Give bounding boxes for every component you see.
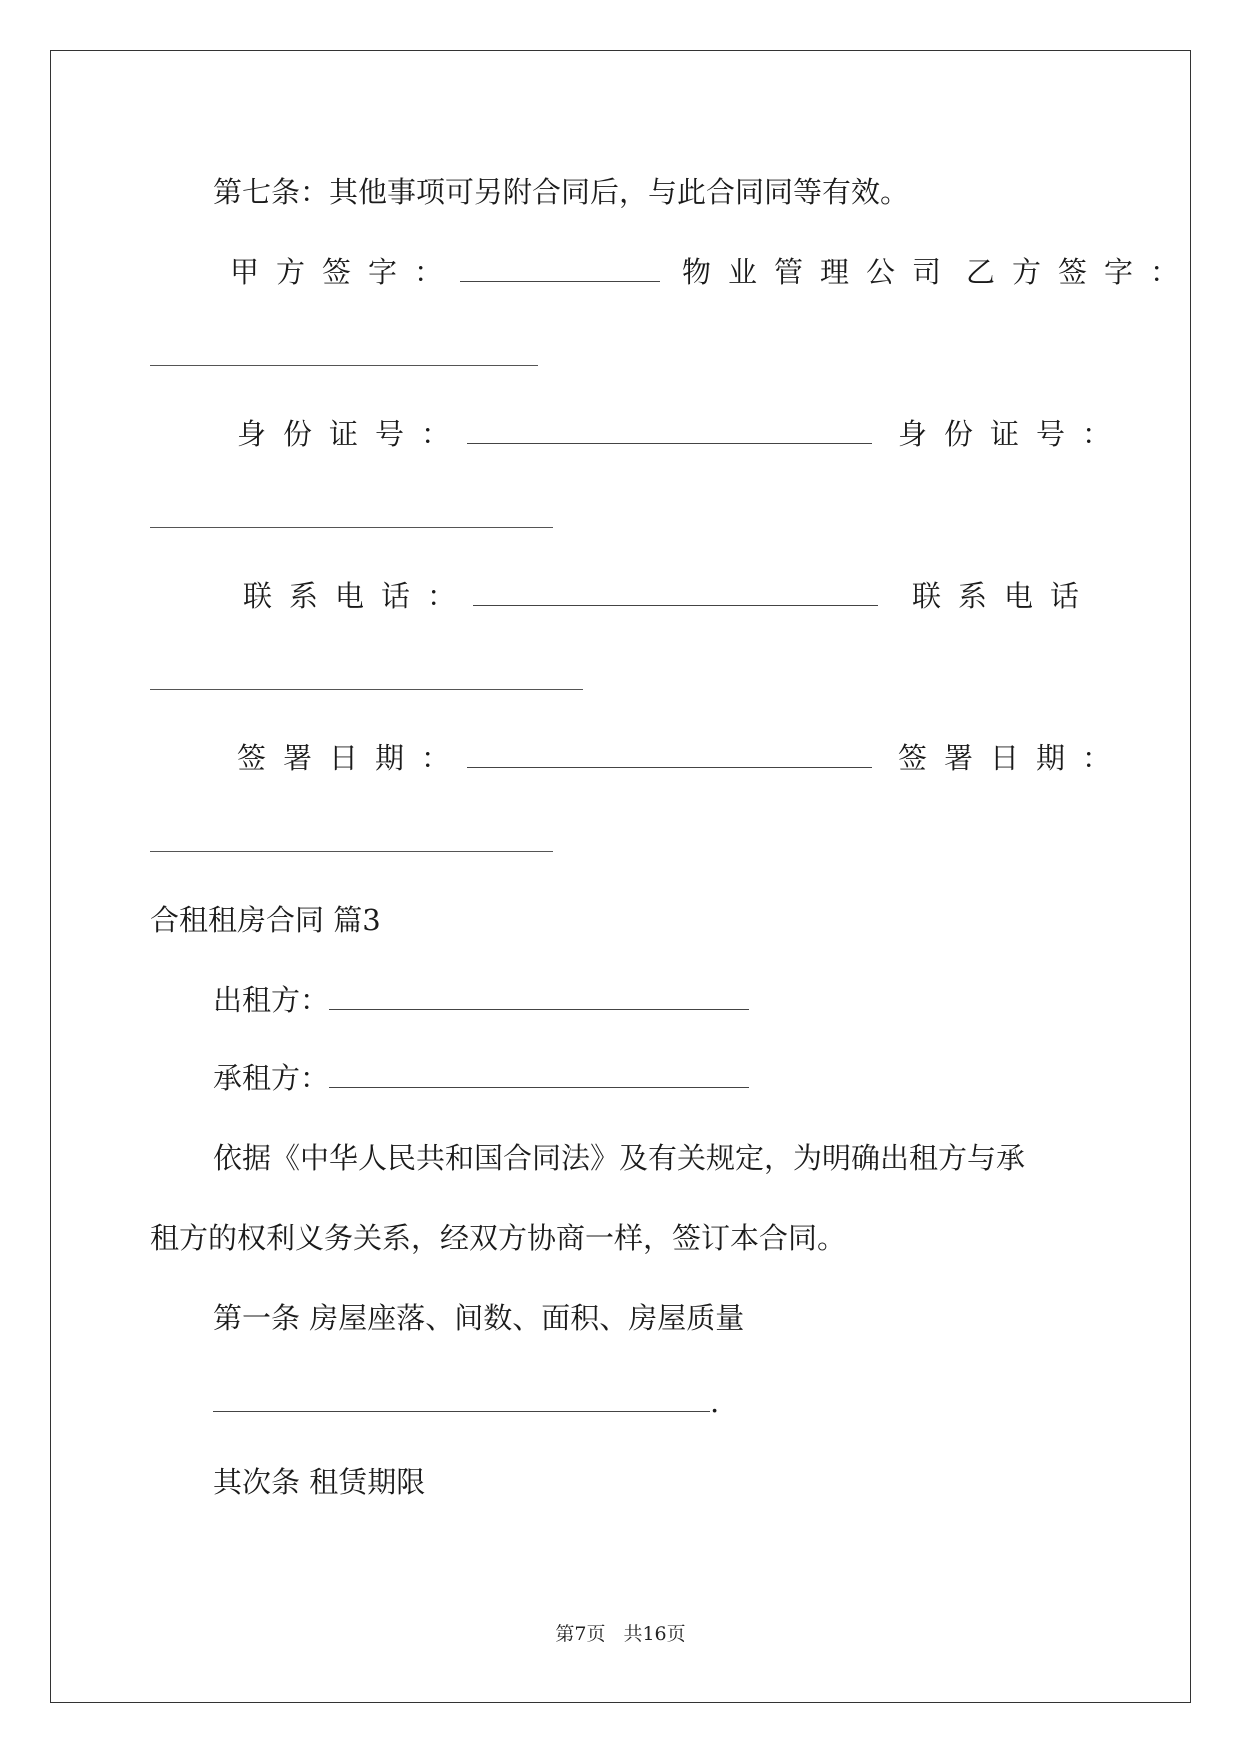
article-7-text: 第七条：其他事项可另附合同后，与此合同同等有效。 bbox=[213, 175, 910, 209]
lessor-label: 出租方： bbox=[213, 983, 330, 1017]
party-a-date-label: 签署日期： bbox=[237, 741, 468, 775]
company-name: 物业管理公司 bbox=[682, 255, 959, 289]
page-frame bbox=[50, 50, 1191, 1703]
party-b-signature-label: 乙方签字： bbox=[966, 255, 1197, 289]
party-b-signature-blank[interactable] bbox=[150, 365, 538, 366]
party-a-signature-blank[interactable] bbox=[460, 259, 660, 282]
intro-paragraph-line-2: 租方的权利义务关系，经双方协商一样，签订本合同。 bbox=[150, 1221, 847, 1255]
party-a-phone-label: 联系电话： bbox=[243, 579, 474, 613]
party-b-phone-blank[interactable] bbox=[150, 689, 583, 690]
id-number-row bbox=[237, 414, 1128, 454]
party-b-phone-label: 联系电话 bbox=[912, 579, 1097, 613]
article-1-fill-row bbox=[213, 1382, 719, 1422]
party-b-date-label: 签署日期： bbox=[898, 741, 1129, 775]
party-a-date-blank[interactable] bbox=[467, 745, 872, 768]
article-1-blank[interactable] bbox=[213, 1389, 710, 1412]
signing-date-row bbox=[237, 738, 1128, 778]
page-current: 第7页 bbox=[555, 1623, 606, 1645]
party-b-date-blank[interactable] bbox=[150, 851, 553, 852]
page-footer bbox=[0, 1622, 1241, 1646]
page-total: 共16页 bbox=[623, 1623, 686, 1645]
party-b-id-blank[interactable] bbox=[150, 527, 553, 528]
article-1-title: 第一条 房屋座落、间数、面积、房屋质量 bbox=[213, 1301, 745, 1335]
party-b-id-label: 身份证号： bbox=[898, 417, 1129, 451]
article-2-title: 其次条 租赁期限 bbox=[213, 1465, 426, 1499]
lessee-row bbox=[213, 1058, 749, 1098]
party-a-signature-label: 甲方签字： bbox=[230, 255, 461, 289]
party-a-phone-blank[interactable] bbox=[473, 583, 878, 606]
intro-paragraph-line-1: 依据《中华人民共和国合同法》及有关规定，为明确出租方与承 bbox=[213, 1141, 1026, 1175]
article-1-period: . bbox=[710, 1385, 720, 1419]
lessee-blank[interactable] bbox=[329, 1065, 749, 1088]
section-title: 合租租房合同 篇3 bbox=[150, 903, 381, 937]
lessor-blank[interactable] bbox=[329, 987, 749, 1010]
lessor-row bbox=[213, 980, 749, 1020]
phone-row bbox=[243, 576, 1096, 616]
party-a-id-label: 身份证号： bbox=[237, 417, 468, 451]
party-a-id-blank[interactable] bbox=[467, 421, 872, 444]
signature-row bbox=[230, 252, 1196, 292]
lessee-label: 承租方： bbox=[213, 1061, 330, 1095]
